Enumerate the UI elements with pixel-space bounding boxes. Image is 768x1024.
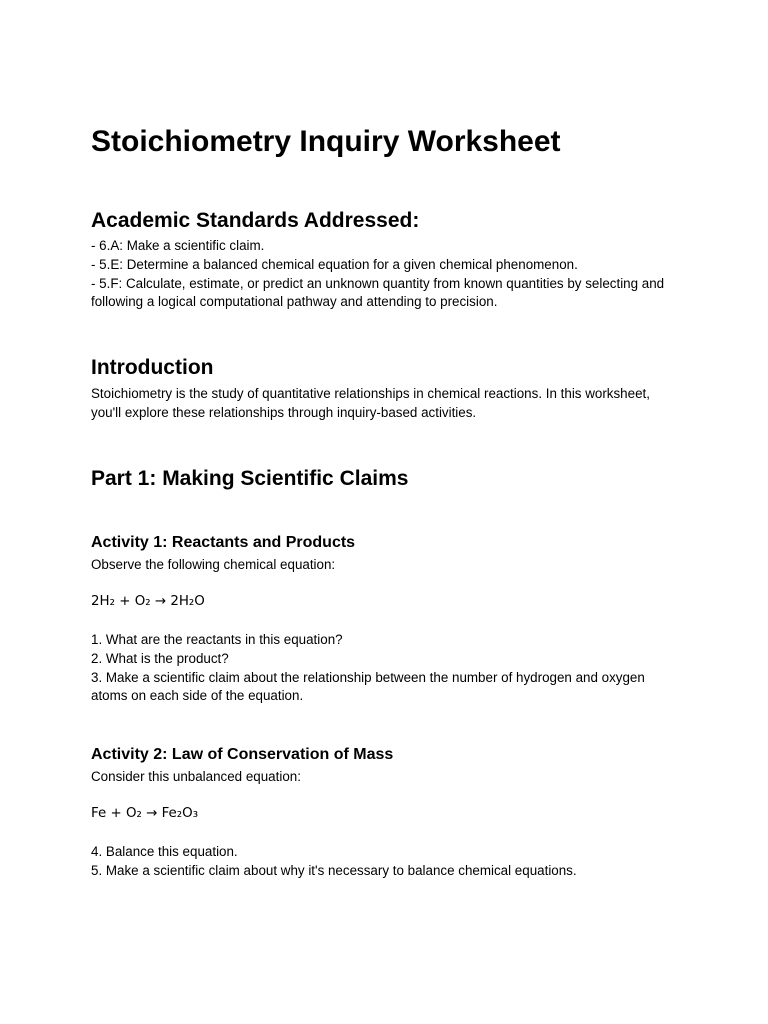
question-item: 4. Balance this equation. [91,844,238,859]
activity2-questions [91,843,681,881]
introduction-section [91,385,681,423]
standard-item: - 5.E: Determine a balanced chemical equation for a given chemical phenomenon. [91,256,578,272]
activity1-intro-block [91,556,681,575]
introduction-heading: Introduction [91,356,214,379]
activity2-equation: Fe + O₂ → Fe₂O₃ [91,806,199,821]
standards-list [91,237,681,312]
activity1-intro: Observe the following chemical equation: [91,557,336,572]
activity2-heading: Activity 2: Law of Conservation of Mass [91,746,394,763]
standard-item: - 5.F: Calculate, estimate, or predict an unknown quantity from known quantities by selecting and following a logical computational pathway and attending to precision. [91,275,665,310]
question-item: 1. What are the reactants in this equation? [91,632,343,647]
standards-heading: Academic Standards Addressed: [91,209,420,232]
question-item: 2. What is the product? [91,650,229,666]
question-item: 5. Make a scientific claim about why it's necessary to balance chemical equations. [91,862,577,878]
introduction-text: Stoichiometry is the study of quantitative relationships in chemical reactions. In this worksheet, you'll explore these relationships through inquiry-based activities. [91,386,650,420]
page-title: Stoichiometry Inquiry Worksheet [91,125,561,158]
part1-heading: Part 1: Making Scientific Claims [91,467,409,490]
question-item: 3. Make a scientific claim about the relationship between the number of hydrogen and oxygen atoms on each side of the equation. [91,669,645,704]
standard-item: - 6.A: Make a scientific claim. [91,238,265,253]
activity1-heading: Activity 1: Reactants and Products [91,534,356,551]
activity1-equation: 2H₂ + O₂ → 2H₂O [91,594,205,609]
activity1-questions [91,631,681,706]
activity2-intro: Consider this unbalanced equation: [91,769,301,784]
activity2-intro-block [91,768,681,787]
